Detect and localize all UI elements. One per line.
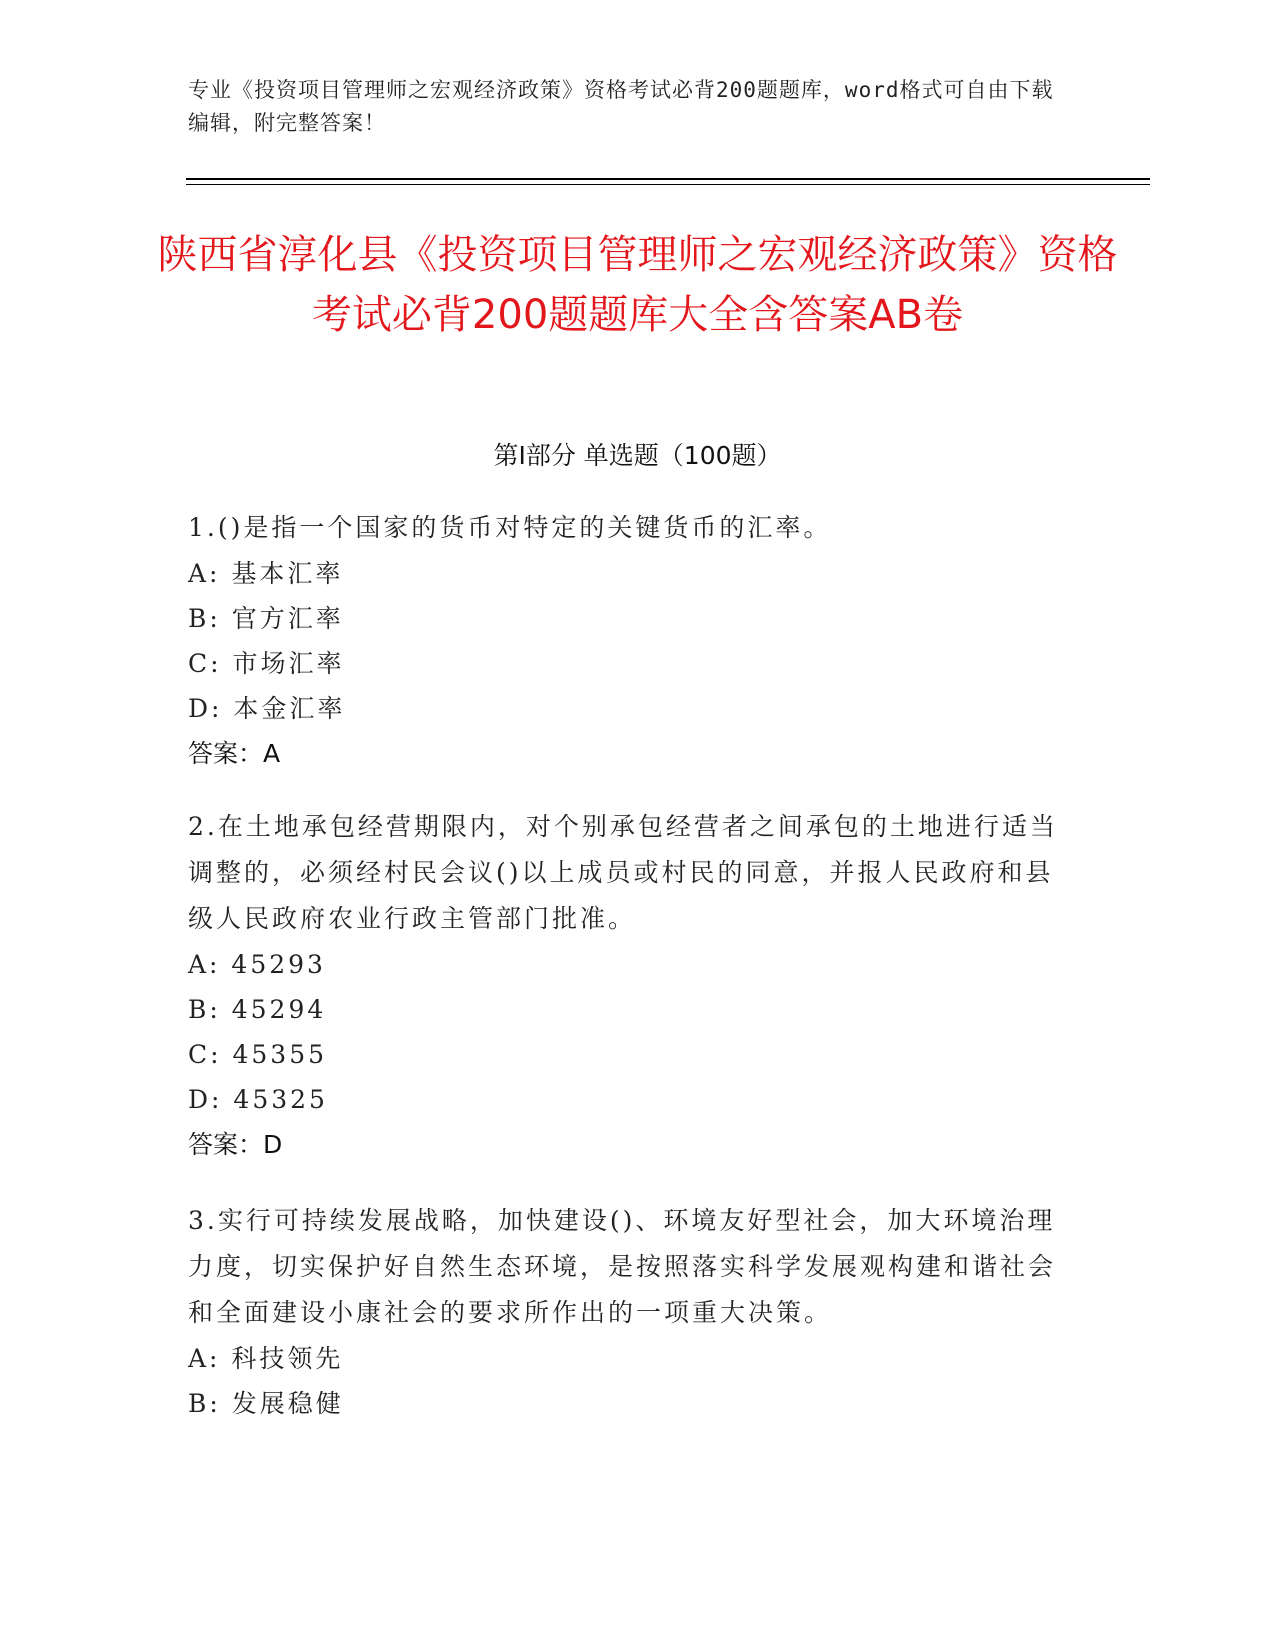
document-title: 陕西省淳化县《投资项目管理师之宏观经济政策》资格考试必背200题题库大全含答案AB卷 xyxy=(157,232,1118,338)
option-b: B: 45294 xyxy=(188,995,327,1024)
option-b: B: 官方汇率 xyxy=(188,604,344,633)
header-divider-thick xyxy=(186,178,1150,180)
option-d: D: 本金汇率 xyxy=(188,694,346,723)
question-stem: 1.()是指一个国家的货币对特定的关键货币的汇率。 xyxy=(188,513,832,542)
section-heading: 第I部分 单选题（100题） xyxy=(493,441,782,470)
question-stem: 3.实行可持续发展战略，加快建设()、环境友好型社会，加大环境治理力度，切实保护好自然生态环境，是按照落实科学发展观构建和谐社会和全面建设小康社会的要求所作出的一项重大决策。 xyxy=(188,1206,1057,1327)
header-divider-thin xyxy=(186,184,1150,185)
header-note: 专业《投资项目管理师之宏观经济政策》资格考试必背200题题库，word格式可自由下载编辑，附完整答案！ xyxy=(188,78,1054,135)
answer: 答案：D xyxy=(188,1130,283,1159)
answer: 答案：A xyxy=(188,739,281,768)
option-d: D: 45325 xyxy=(188,1085,328,1114)
question-1 xyxy=(188,505,1068,777)
question-stem: 2.在土地承包经营期限内，对个别承包经营者之间承包的土地进行适当调整的，必须经村民会议()以上成员或村民的同意，并报人民政府和县级人民政府农业行政主管部门批准。 xyxy=(188,812,1058,933)
option-c: C: 45355 xyxy=(188,1040,328,1069)
option-c: C: 市场汇率 xyxy=(188,649,345,678)
option-b: B: 发展稳健 xyxy=(188,1389,344,1418)
option-a: A: 基本汇率 xyxy=(188,559,344,588)
question-3 xyxy=(188,1198,1068,1426)
option-a: A: 科技领先 xyxy=(188,1344,344,1373)
option-a: A: 45293 xyxy=(188,950,326,979)
question-2 xyxy=(188,804,1068,1168)
